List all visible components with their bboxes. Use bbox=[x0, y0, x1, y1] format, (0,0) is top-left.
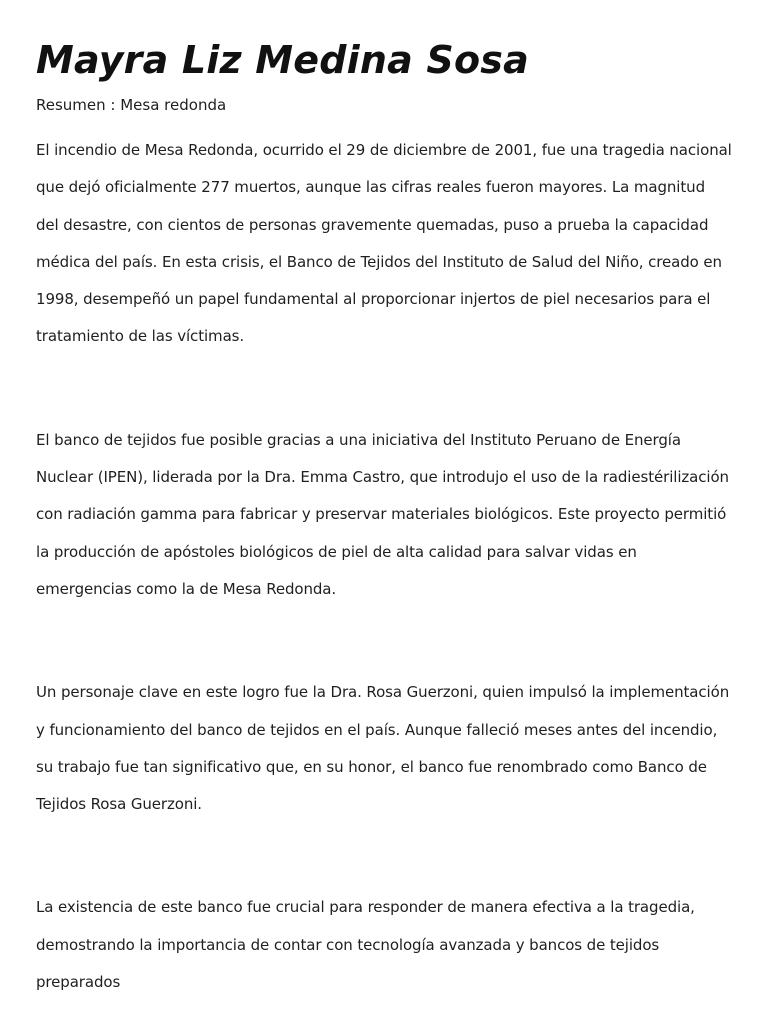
paragraph-2: El banco de tejidos fue posible gracias a una iniciativa del Instituto Peruano de Energía Nuclear (IPEN), liderada por la Dra. Emma Castro, que introdujo el uso de la radiestérilización con radiación gamma para fabricar y preservar materiales biológicos. Este proyecto permitió la producción de apóstoles biológicos de piel de alta calidad para salvar vidas en emergencias como la de Mesa Redonda. bbox=[36, 430, 729, 598]
paragraph-3: Un personaje clave en este logro fue la Dra. Rosa Guerzoni, quien impulsó la implementación y funcionamiento del banco de tejidos en el país. Aunque falleció meses antes del incendio, su trabajo fue tan significativo que, en su honor, el banco fue renombrado como Banco de Tejidos Rosa Guerzoni. bbox=[36, 683, 730, 814]
paragraph-4: La existencia de este banco fue crucial para responder de manera efectiva a la tragedia, demostrando la importancia de contar con tecnología avanzada y bancos de tejidos preparados bbox=[36, 898, 695, 992]
document-summary: Resumen : Mesa redonda bbox=[36, 96, 227, 114]
paragraph-1: El incendio de Mesa Redonda, ocurrido el 29 de diciembre de 2001, fue una tragedia nacional que dejó oficialmente 277 muertos, aunque las cifras reales fueron mayores. La magnitud del desastre, con cientos de personas gravemente quemadas, puso a prueba la capacidad médica del país. En esta crisis, el Banco de Tejidos del Instituto de Salud del Niño, creado en 1998, desempeñó un papel fundamental al proporcionar injertos de piel necesarios para el tratamiento de las víctimas. bbox=[36, 141, 732, 346]
document-title: Mayra Liz Medina Sosa bbox=[36, 38, 529, 82]
